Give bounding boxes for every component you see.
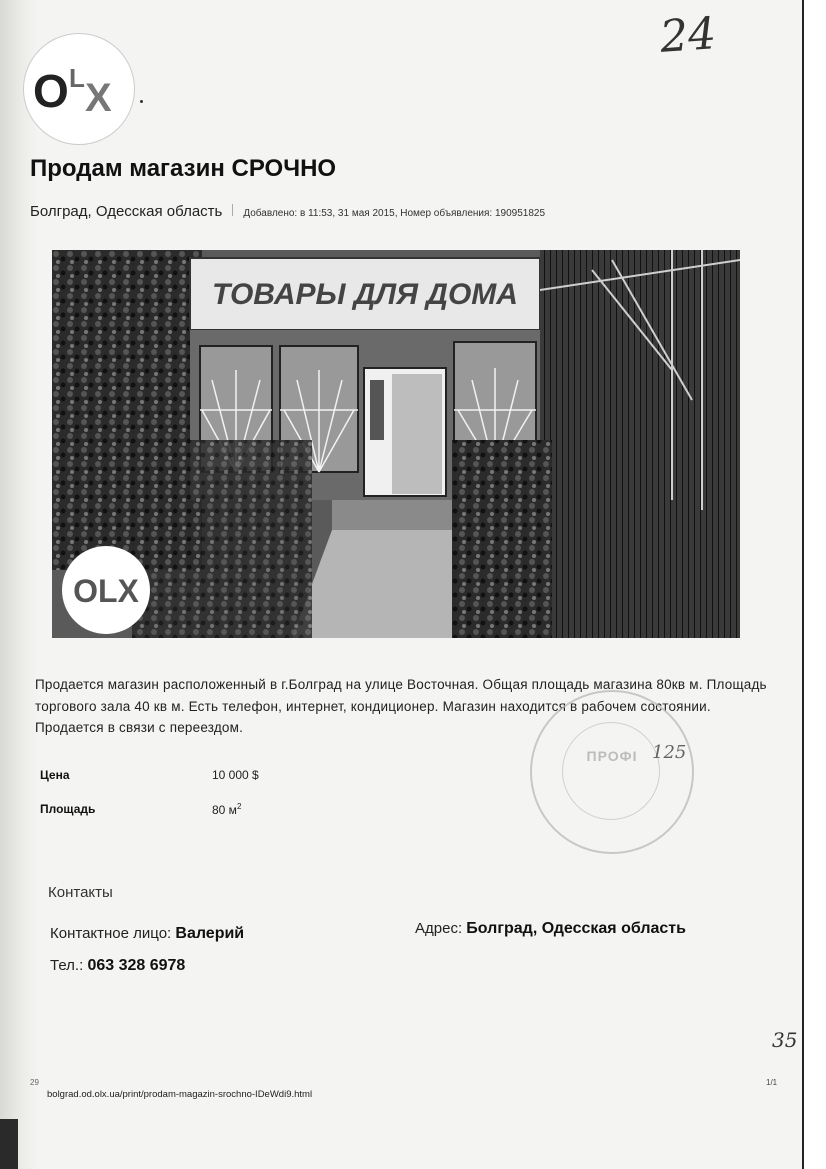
area-value	[212, 802, 241, 817]
area-unit-sup: 2	[236, 802, 242, 811]
area-number: 80 м	[212, 803, 237, 817]
footer-url[interactable]: bolgrad.od.olx.ua/print/prodam-magazin-srochno-IDeWdi9.html	[47, 1089, 313, 1100]
contact-address-label: Адрес:	[415, 920, 463, 937]
round-stamp	[530, 690, 694, 854]
shop-sign-text: ТОВАРЫ ДЛЯ ДОМА	[212, 278, 518, 311]
ad-meta	[30, 203, 545, 220]
contact-address-value: Болград, Одесская область	[466, 920, 686, 937]
stamp-text: ПРОФІ	[586, 748, 638, 764]
shop-photo[interactable]	[52, 250, 740, 638]
photo-watermark: OLX	[73, 573, 139, 609]
contact-person-name: Валерий	[175, 925, 245, 942]
contacts-heading: Контакты	[48, 884, 113, 901]
footer-page-number: 29	[30, 1078, 39, 1087]
price-label: Цена	[40, 768, 70, 782]
meta-separator	[232, 204, 233, 216]
price-value: 10 000 $	[212, 768, 259, 782]
ad-title: Продам магазин СРОЧНО	[30, 155, 337, 182]
svg-text:O: O	[33, 65, 69, 117]
contact-phone-number[interactable]: 063 328 6978	[87, 957, 186, 974]
page-right-edge	[802, 0, 826, 1169]
olx-logo[interactable]	[23, 33, 135, 145]
ad-added-info: Добавлено: в 11:53, 31 мая 2015, Номер объявления: 190951825	[243, 208, 546, 219]
area-label: Площадь	[40, 802, 96, 816]
svg-text:X: X	[85, 76, 112, 119]
contact-phone-label: Тел.:	[50, 957, 84, 974]
footer-page-count: 1/1	[766, 1078, 778, 1087]
handwritten-sheet-number: 35	[772, 1028, 798, 1052]
logo-dot	[140, 100, 143, 103]
stamp-signature: 125	[652, 742, 687, 763]
ad-location[interactable]: Болград, Одесская область	[30, 203, 223, 220]
stamp-inner-ring	[562, 722, 660, 820]
contact-phone	[50, 957, 185, 975]
contact-person-label: Контактное лицо:	[50, 925, 172, 942]
handwritten-page-number: 24	[658, 8, 718, 63]
ad-description: Продается магазин расположенный в г.Болград на улице Восточная. Общая площадь магазина 80кв м. Площадь торгового зала 40 кв м. Есть телефон, интернет, кондиционер. Магазин находится в рабочем состоянии. Продается в связи с переездом.	[35, 677, 767, 735]
olx-logo-icon	[31, 59, 127, 119]
contact-person	[50, 925, 244, 943]
svg-text:L: L	[69, 63, 85, 93]
contact-address	[415, 920, 686, 938]
page-bottom-corner	[0, 1119, 18, 1169]
